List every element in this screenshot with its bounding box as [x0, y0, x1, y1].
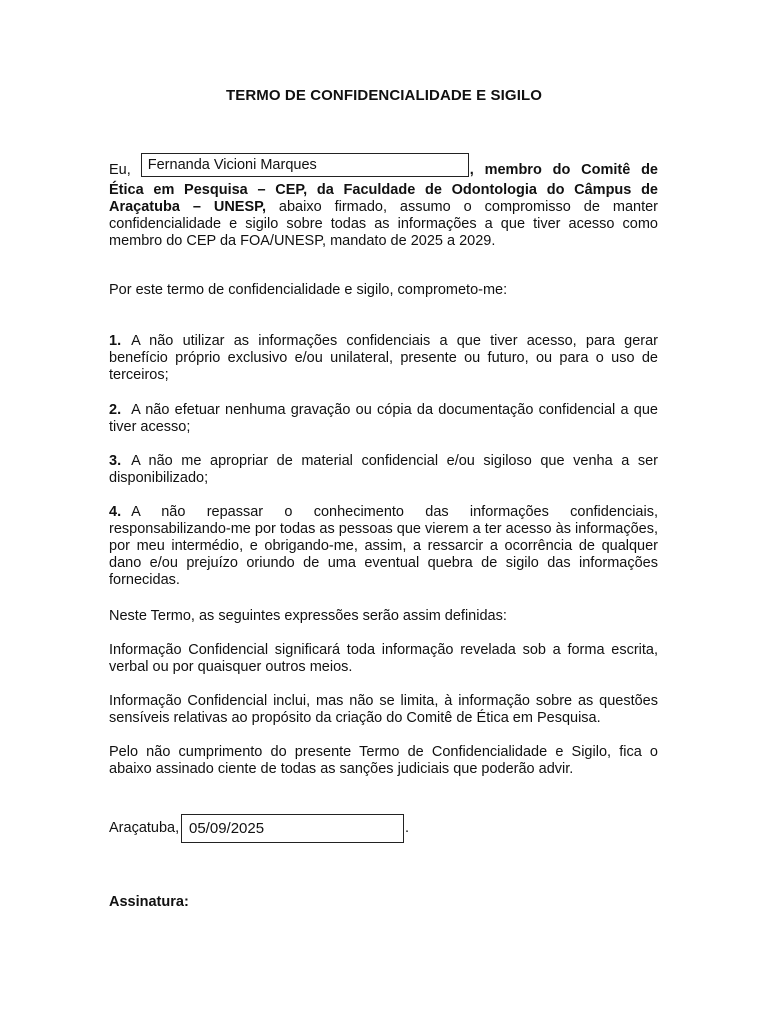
commitment-item-1 [109, 333, 658, 384]
place-date-row [109, 813, 509, 843]
signature-label: Assinatura: [109, 894, 189, 910]
commitment-item-2 [109, 402, 658, 436]
item-number: 4. [109, 504, 122, 520]
commitment-item-4 [109, 504, 658, 589]
place-label: Araçatuba, [109, 820, 180, 836]
item-number: 1. [109, 333, 122, 349]
intro-rest-text: abaixo firmado, assumo o compromisso de manter confidencialidade e sigilo sobre todas as informações a que tiver acesso como membro do CEP da FOA/UNESP, mandato de 2025 a 2029. [109, 199, 658, 249]
closing-paragraph: Pelo não cumprimento do presente Termo de Confidencialidade e Sigilo, fica o abaixo assinado ciente de todas as sanções judiciais que poderão advir. [109, 744, 658, 777]
item-number: 3. [109, 453, 122, 469]
definition-1: Informação Confidencial significará toda informação revelada sob a forma escrita, verbal ou por quaisquer outros meios. [109, 642, 658, 675]
definition-2: Informação Confidencial inclui, mas não se limita, à informação sobre as questões sensíveis relativas ao propósito da criação do Comitê de Ética em Pesquisa. [109, 693, 658, 726]
item-text: A não efetuar nenhuma gravação ou cópia da documentação confidencial a que tiver acesso; [109, 402, 658, 435]
commitment-intro: Por este termo de confidencialidade e sigilo, comprometo-me: [109, 282, 508, 298]
commitment-item-3 [109, 453, 658, 487]
place-suffix: . [405, 820, 410, 836]
intro-paragraph [109, 158, 658, 250]
item-number: 2. [109, 402, 122, 418]
item-text: A não me apropriar de material confidencial e/ou sigiloso que venha a ser disponibilizado; [109, 453, 658, 486]
item-text: A não repassar o conhecimento das informações confidenciais, responsabilizando-me por todas as pessoas que vierem a ter acesso às informações, por meu intermédio, e obrigando-me, assim, a ressarcir a ocorrência de qualquer dano e/ou prejuízo oriundo de uma eventual quebra de sigilo das informações fornecidas. [109, 504, 658, 588]
intro-prefix: Eu, [109, 161, 131, 178]
name-field[interactable]: Fernanda Vicioni Marques [141, 153, 469, 177]
date-field[interactable]: 05/09/2025 [181, 814, 404, 843]
item-text: A não utilizar as informações confidenciais a que tiver acesso, para gerar benefício próprio exclusivo e/ou unilateral, presente ou futuro, ou para o uso de terceiros; [109, 333, 658, 383]
definitions-intro: Neste Termo, as seguintes expressões serão assim definidas: [109, 608, 507, 624]
intro-bold-text: , membro do Comitê de Ética em Pesquisa – CEP, da Faculdade de Odontologia do Câmpus de Araçatuba – UNESP, [109, 161, 658, 215]
document-title: TERMO DE CONFIDENCIALIDADE E SIGILO [225, 87, 542, 104]
